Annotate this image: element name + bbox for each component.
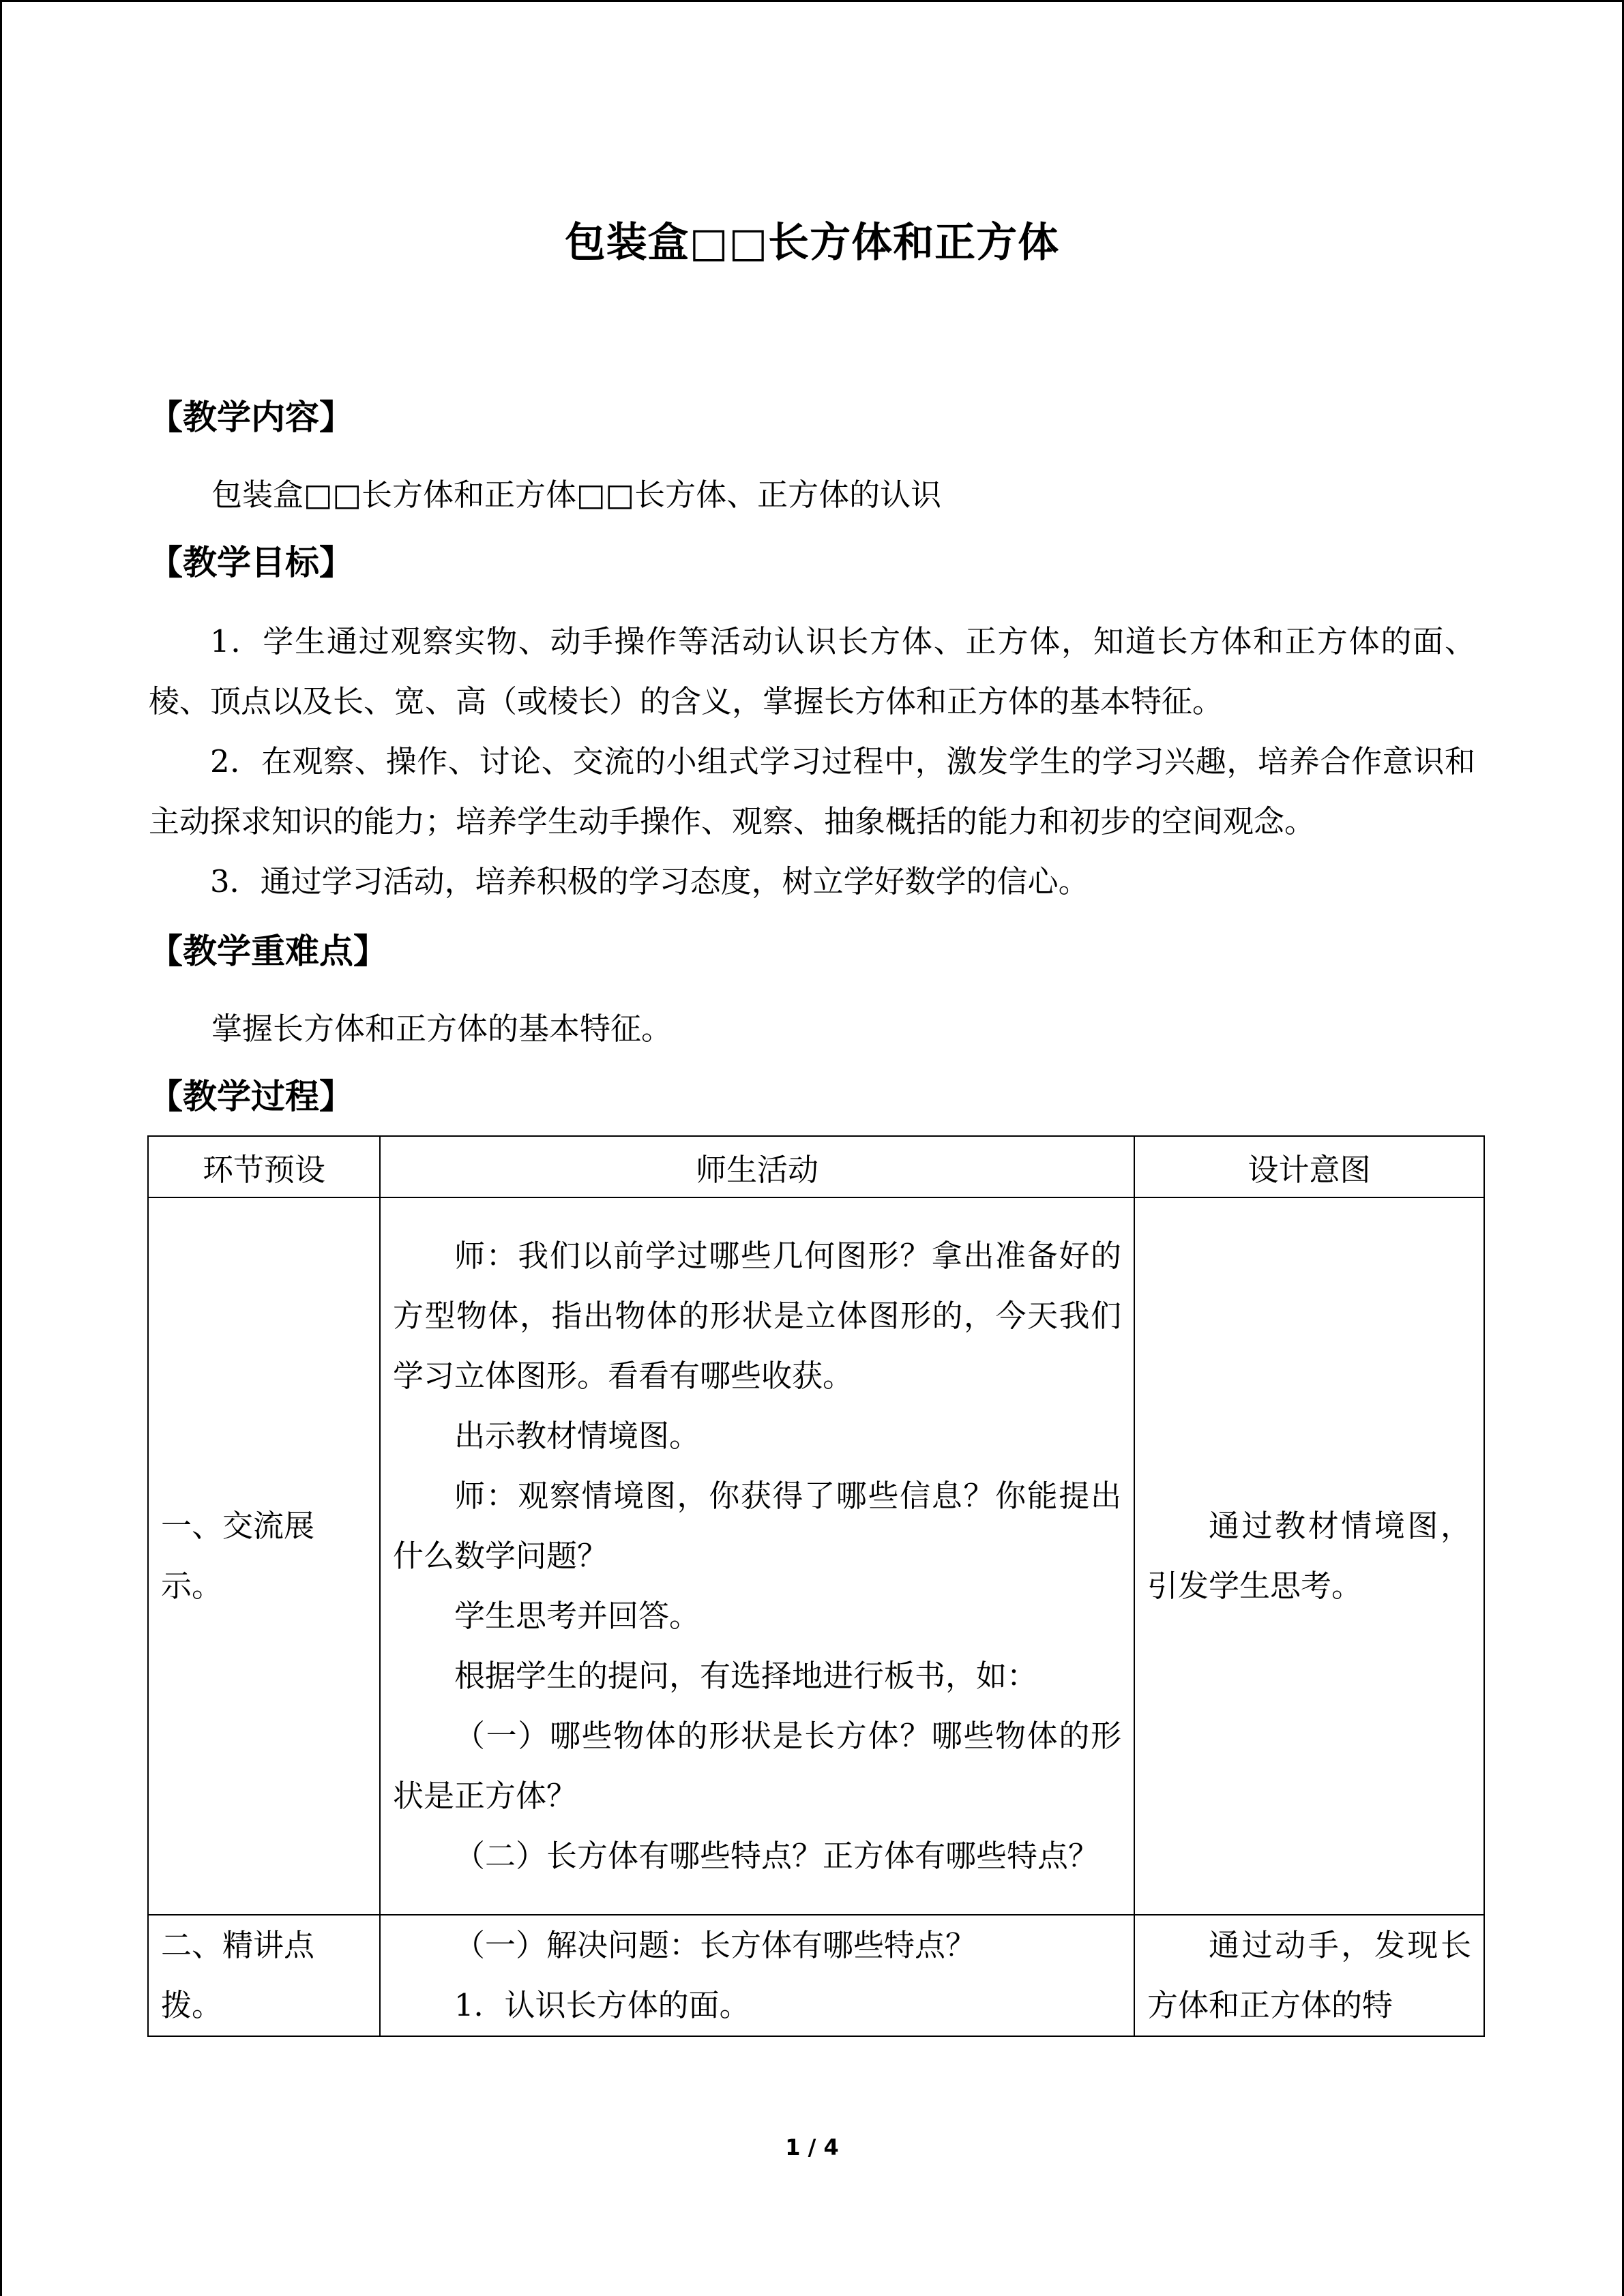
teaching-process-table (147, 1135, 1485, 2037)
stage-cell: 一、交流展示。 (148, 1197, 380, 1915)
stage-cell: 二、精讲点拨。 (148, 1915, 380, 2036)
header-stage: 环节预设 (148, 1136, 380, 1197)
intent-cell: 通过教材情境图，引发学生思考。 (1134, 1197, 1484, 1915)
goal-item-3: 3．通过学习活动，培养积极的学习态度，树立学好数学的信心。 (210, 863, 1089, 899)
activity-line: 1．认识长方体的面。 (454, 1987, 750, 2023)
activity-line: （二）长方体有哪些特点？正方体有哪些特点？ (454, 1838, 1099, 1874)
activities-cell (380, 1915, 1134, 2036)
header-activities: 师生活动 (380, 1136, 1134, 1197)
page-border-left (0, 0, 2, 2296)
page-number: 1 / 4 (785, 2134, 839, 2160)
table-header-row (148, 1136, 1484, 1197)
header-intent: 设计意图 (1134, 1136, 1484, 1197)
teaching-content-text: 包装盒□□长方体和正方体□□长方体、正方体的认识 (211, 477, 942, 513)
activity-line: 师：我们以前学过哪些几何图形？拿出准备好的方型物体，指出物体的形状是立体图形的，今天我们学习立体图形。看看有哪些收获。 (393, 1238, 1121, 1394)
heading-teaching-content: 【教学内容】 (149, 398, 353, 437)
heading-teaching-goals: 【教学目标】 (149, 543, 353, 582)
activity-line: 学生思考并回答。 (454, 1598, 700, 1634)
activity-line: 师：观察情境图，你获得了哪些信息？你能提出什么数学问题？ (393, 1478, 1121, 1574)
goal-item-2: 2．在观察、操作、讨论、交流的小组式学习过程中，激发学生的学习兴趣，培养合作意识和主动探求知识的能力；培养学生动手操作、观察、抽象概括的能力和初步的空间观念。 (149, 743, 1475, 839)
table-row (148, 1197, 1484, 1915)
activities-cell (380, 1197, 1134, 1915)
activity-line: （一）哪些物体的形状是长方体？哪些物体的形状是正方体？ (393, 1718, 1121, 1814)
goal-item-1: 1．学生通过观察实物、动手操作等活动认识长方体、正方体，知道长方体和正方体的面、棱、顶点以及长、宽、高（或棱长）的含义，掌握长方体和正方体的基本特征。 (149, 623, 1475, 719)
page-border-top (0, 0, 1624, 2)
heading-key-points: 【教学重难点】 (149, 931, 387, 971)
activity-line: （一）解决问题：长方体有哪些特点？ (454, 1927, 977, 1963)
key-points-text: 掌握长方体和正方体的基本特征。 (211, 1011, 673, 1047)
heading-teaching-process: 【教学过程】 (149, 1077, 353, 1116)
intent-cell: 通过动手，发现长方体和正方体的特 (1134, 1915, 1484, 2036)
activity-line: 出示教材情境图。 (454, 1418, 700, 1454)
activity-line: 根据学生的提问，有选择地进行板书，如： (454, 1658, 1038, 1694)
table-row (148, 1915, 1484, 2036)
document-title: 包装盒□□长方体和正方体 (564, 219, 1060, 267)
